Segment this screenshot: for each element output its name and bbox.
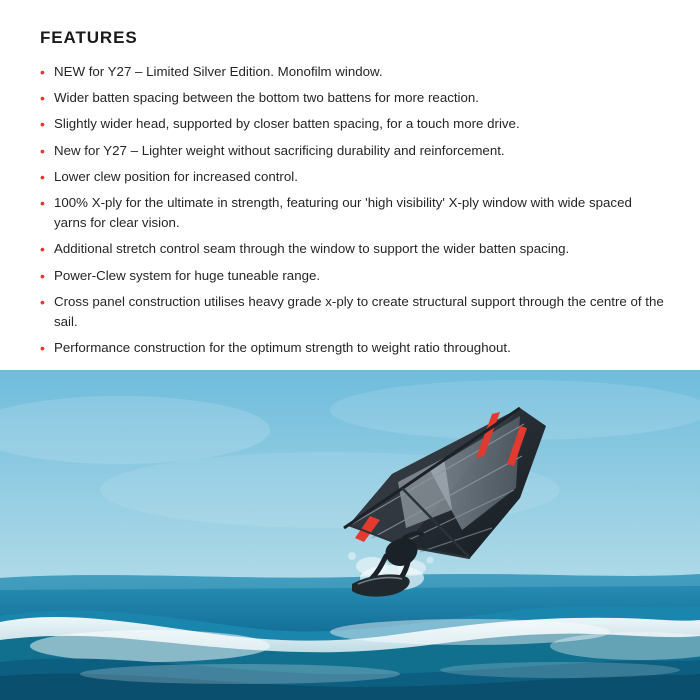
list-item	[40, 167, 666, 187]
list-item-text: Additional stretch control seam through the window to support the wider batten spacing.	[54, 241, 570, 257]
bullet-icon: •	[40, 267, 45, 284]
list-item-text: Power-Clew system for huge tuneable range.	[54, 267, 321, 283]
bullet-icon: •	[40, 168, 45, 185]
list-item	[40, 88, 666, 108]
features-list	[40, 62, 666, 358]
list-item	[40, 193, 666, 233]
list-item	[40, 62, 666, 82]
bullet-icon: •	[40, 116, 45, 133]
list-item-text: 100% X-ply for the ultimate in strength, featuring our 'high visibility' X-ply window with wide spaced yarns for clear vision.	[54, 195, 632, 231]
list-item	[40, 239, 666, 259]
list-item	[40, 141, 666, 161]
bullet-icon: •	[40, 64, 45, 80]
bullet-icon: •	[40, 195, 45, 212]
list-item	[40, 338, 666, 358]
list-item-text: New for Y27 – Lighter weight without sacrificing durability and reinforcement.	[54, 142, 505, 158]
bullet-icon: •	[40, 293, 45, 310]
windsurf-photo	[0, 370, 700, 700]
bullet-icon: •	[40, 241, 45, 258]
list-item	[40, 266, 666, 286]
bullet-icon: •	[40, 90, 45, 107]
hero-image	[0, 370, 700, 700]
list-item-text: Wider batten spacing between the bottom two battens for more reaction.	[54, 90, 479, 106]
list-item	[40, 292, 666, 332]
bullet-icon: •	[40, 340, 45, 357]
list-item-text: Cross panel construction utilises heavy grade x-ply to create structural support through the centre of the sail.	[54, 293, 664, 330]
list-item-text: Performance construction for the optimum strength to weight ratio throughout.	[54, 340, 511, 356]
list-item	[40, 114, 666, 134]
bullet-icon: •	[40, 142, 45, 159]
list-item-text: Slightly wider head, supported by closer batten spacing, for a touch more drive.	[54, 116, 520, 132]
list-item-text: NEW for Y27 – Limited Silver Edition. Monofilm window.	[54, 64, 383, 79]
page-title: FEATURES	[40, 28, 138, 47]
list-item-text: Lower clew position for increased control.	[54, 168, 298, 184]
